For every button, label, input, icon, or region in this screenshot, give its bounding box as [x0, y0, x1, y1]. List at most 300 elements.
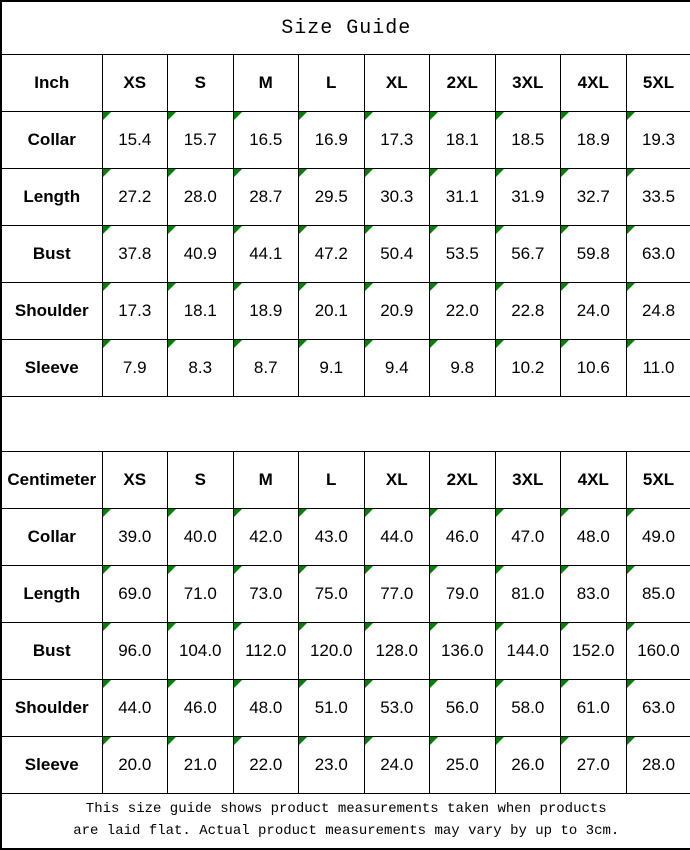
measurement-value-cell	[364, 566, 430, 623]
cell-corner-marker-icon	[496, 112, 504, 120]
cell-corner-marker-icon	[365, 509, 373, 517]
cell-corner-marker-icon	[168, 340, 176, 348]
measurement-label-text: Length	[23, 187, 81, 206]
measurement-value-cell-text: 28.7	[249, 187, 283, 206]
measurement-value-cell-text: 81.0	[511, 584, 545, 603]
size-header-cell	[561, 452, 627, 509]
measurement-value-cell	[102, 737, 168, 794]
measurement-value-cell	[233, 623, 299, 680]
unit-label-text: Inch	[34, 73, 70, 92]
measurement-value-cell	[233, 169, 299, 226]
cell-corner-marker-icon	[168, 623, 176, 631]
measurement-value-cell	[168, 737, 234, 794]
measurement-value-cell-text: 48.0	[249, 698, 283, 717]
cell-corner-marker-icon	[496, 283, 504, 291]
size-header-cell-text: M	[258, 73, 273, 92]
measurement-value-cell	[299, 566, 365, 623]
cell-corner-marker-icon	[496, 623, 504, 631]
measurement-value-cell	[430, 737, 496, 794]
measurement-value-cell	[364, 112, 430, 169]
size-header-cell-text: XL	[385, 73, 408, 92]
cell-corner-marker-icon	[299, 737, 307, 745]
measurement-value-cell	[626, 226, 690, 283]
measurement-value-cell-text: 20.9	[380, 301, 414, 320]
measurement-value-cell	[364, 509, 430, 566]
measurement-value-cell-text: 18.1	[183, 301, 217, 320]
cell-corner-marker-icon	[430, 112, 438, 120]
measurement-value-cell	[561, 566, 627, 623]
cell-corner-marker-icon	[561, 680, 569, 688]
measurement-value-cell	[430, 283, 496, 340]
measurement-value-cell	[102, 169, 168, 226]
measurement-value-cell	[430, 566, 496, 623]
size-header-cell-text: 5XL	[642, 470, 675, 489]
cell-corner-marker-icon	[627, 112, 635, 120]
cell-corner-marker-icon	[430, 509, 438, 517]
size-header-cell-text: L	[326, 470, 337, 489]
measurement-value-cell-text: 39.0	[118, 527, 152, 546]
cell-corner-marker-icon	[365, 340, 373, 348]
measurement-value-cell-text: 16.9	[314, 130, 348, 149]
measurement-label-text: Length	[23, 584, 81, 603]
cell-corner-marker-icon	[430, 737, 438, 745]
measurement-value-cell-text: 26.0	[511, 755, 545, 774]
measurement-label	[1, 226, 102, 283]
cell-corner-marker-icon	[103, 566, 111, 574]
measurement-value-cell	[102, 509, 168, 566]
measurement-value-cell	[102, 623, 168, 680]
size-header-cell	[430, 55, 496, 112]
measurement-value-cell	[626, 680, 690, 737]
cell-corner-marker-icon	[496, 737, 504, 745]
cell-corner-marker-icon	[299, 680, 307, 688]
cell-corner-marker-icon	[627, 283, 635, 291]
measurement-value-cell-text: 32.7	[576, 187, 610, 206]
measurement-label	[1, 340, 102, 397]
cell-corner-marker-icon	[430, 340, 438, 348]
measurement-value-cell	[561, 737, 627, 794]
size-header-cell	[495, 55, 561, 112]
size-header-cell-text: 2XL	[446, 470, 478, 489]
measurement-value-cell-text: 8.7	[253, 358, 278, 377]
measurement-value-cell	[102, 340, 168, 397]
measurement-value-cell-text: 22.0	[445, 301, 479, 320]
size-header-cell-text: 2XL	[446, 73, 478, 92]
measurement-value-cell	[364, 737, 430, 794]
measurement-value-cell	[561, 623, 627, 680]
measurement-value-cell	[430, 680, 496, 737]
measurement-label	[1, 169, 102, 226]
spacer-cell	[1, 397, 690, 452]
cell-corner-marker-icon	[103, 340, 111, 348]
spacer-row	[1, 397, 690, 452]
measurement-value-cell-text: 46.0	[183, 698, 217, 717]
size-header-cell	[430, 452, 496, 509]
measurement-value-cell-text: 8.3	[188, 358, 213, 377]
size-header-cell	[233, 452, 299, 509]
measurement-value-cell-text: 42.0	[249, 527, 283, 546]
measurement-value-cell-text: 56.7	[511, 244, 545, 263]
measurement-value-cell	[299, 509, 365, 566]
cell-corner-marker-icon	[103, 509, 111, 517]
measurement-label-text: Collar	[27, 130, 76, 149]
measurement-value-cell	[102, 566, 168, 623]
measurement-value-cell-text: 25.0	[445, 755, 479, 774]
cell-corner-marker-icon	[103, 169, 111, 177]
measurement-label	[1, 623, 102, 680]
cell-corner-marker-icon	[103, 283, 111, 291]
cell-corner-marker-icon	[103, 623, 111, 631]
measurement-value-cell-text: 44.0	[380, 527, 414, 546]
cell-corner-marker-icon	[299, 623, 307, 631]
measurement-value-cell-text: 56.0	[445, 698, 479, 717]
measurement-label-text: Sleeve	[24, 358, 79, 377]
measurement-value-cell-text: 18.1	[445, 130, 479, 149]
measurement-label-text: Shoulder	[14, 301, 89, 320]
measurement-value-cell-text: 44.1	[249, 244, 283, 263]
measurement-value-cell	[233, 340, 299, 397]
footer-note-cell	[1, 794, 690, 850]
measurement-value-cell	[626, 737, 690, 794]
measurement-value-cell	[102, 112, 168, 169]
cell-corner-marker-icon	[103, 737, 111, 745]
cell-corner-marker-icon	[561, 226, 569, 234]
measurement-value-cell-text: 160.0	[637, 641, 680, 660]
cell-corner-marker-icon	[299, 226, 307, 234]
cell-corner-marker-icon	[168, 737, 176, 745]
size-header-cell	[233, 55, 299, 112]
measurement-value-cell	[626, 566, 690, 623]
measurement-value-cell	[561, 112, 627, 169]
cell-corner-marker-icon	[234, 226, 242, 234]
measurement-value-cell-text: 79.0	[445, 584, 479, 603]
cell-corner-marker-icon	[234, 283, 242, 291]
measurement-value-cell	[299, 169, 365, 226]
cell-corner-marker-icon	[365, 737, 373, 745]
measurement-value-cell	[626, 169, 690, 226]
cell-corner-marker-icon	[365, 169, 373, 177]
cell-corner-marker-icon	[234, 623, 242, 631]
measurement-row	[1, 509, 690, 566]
cell-corner-marker-icon	[430, 283, 438, 291]
cell-corner-marker-icon	[627, 623, 635, 631]
measurement-value-cell	[495, 680, 561, 737]
measurement-value-cell	[561, 680, 627, 737]
measurement-value-cell-text: 120.0	[309, 641, 353, 660]
footer-note-line-2: are laid flat. Actual product measurements may vary by up to 3cm.	[73, 823, 620, 839]
measurement-row	[1, 623, 690, 680]
measurement-value-cell-text: 27.0	[576, 755, 610, 774]
measurement-value-cell	[168, 566, 234, 623]
measurement-value-cell-text: 23.0	[314, 755, 348, 774]
measurement-value-cell-text: 15.7	[183, 130, 217, 149]
measurement-value-cell	[299, 623, 365, 680]
measurement-value-cell-text: 18.5	[511, 130, 545, 149]
measurement-value-cell-text: 21.0	[183, 755, 217, 774]
measurement-row	[1, 566, 690, 623]
measurement-value-cell-text: 71.0	[183, 584, 217, 603]
measurement-value-cell	[168, 623, 234, 680]
cell-corner-marker-icon	[561, 340, 569, 348]
cell-corner-marker-icon	[561, 509, 569, 517]
measurement-value-cell-text: 144.0	[506, 641, 550, 660]
cell-corner-marker-icon	[168, 566, 176, 574]
measurement-value-cell	[495, 737, 561, 794]
measurement-value-cell-text: 85.0	[641, 584, 676, 603]
measurement-value-cell	[430, 226, 496, 283]
size-header-cell-text: L	[326, 73, 337, 92]
measurement-value-cell-text: 9.4	[384, 358, 409, 377]
measurement-value-cell-text: 17.3	[380, 130, 414, 149]
cell-corner-marker-icon	[627, 509, 635, 517]
measurement-value-cell-text: 61.0	[576, 698, 610, 717]
measurement-value-cell-text: 31.1	[445, 187, 479, 206]
measurement-value-cell	[364, 340, 430, 397]
measurement-value-cell	[430, 340, 496, 397]
cell-corner-marker-icon	[168, 680, 176, 688]
measurement-row	[1, 283, 690, 340]
cell-corner-marker-icon	[561, 566, 569, 574]
measurement-value-cell-text: 18.9	[576, 130, 610, 149]
measurement-value-cell	[102, 226, 168, 283]
measurement-value-cell-text: 43.0	[314, 527, 348, 546]
measurement-value-cell	[168, 340, 234, 397]
size-header-cell-text: XS	[123, 73, 147, 92]
cell-corner-marker-icon	[496, 226, 504, 234]
measurement-value-cell-text: 22.8	[511, 301, 545, 320]
measurement-value-cell-text: 96.0	[118, 641, 152, 660]
measurement-value-cell	[626, 112, 690, 169]
title-row	[1, 1, 690, 55]
measurement-value-cell	[626, 283, 690, 340]
measurement-label-text: Shoulder	[14, 698, 89, 717]
measurement-value-cell	[233, 680, 299, 737]
measurement-label	[1, 680, 102, 737]
measurement-row	[1, 169, 690, 226]
measurement-value-cell	[364, 169, 430, 226]
measurement-value-cell	[430, 112, 496, 169]
size-header-cell-text: 4XL	[577, 73, 609, 92]
measurement-value-cell	[495, 169, 561, 226]
measurement-value-cell-text: 83.0	[576, 584, 610, 603]
cell-corner-marker-icon	[430, 566, 438, 574]
measurement-value-cell	[561, 509, 627, 566]
measurement-value-cell	[233, 737, 299, 794]
size-header-cell	[364, 55, 430, 112]
measurement-value-cell-text: 152.0	[571, 641, 615, 660]
size-header-cell	[299, 452, 365, 509]
measurement-value-cell-text: 53.5	[445, 244, 479, 263]
cell-corner-marker-icon	[365, 283, 373, 291]
measurement-value-cell-text: 24.0	[576, 301, 610, 320]
cell-corner-marker-icon	[365, 623, 373, 631]
size-header-cell	[626, 55, 690, 112]
cell-corner-marker-icon	[365, 226, 373, 234]
measurement-value-cell-text: 9.1	[319, 358, 344, 377]
cell-corner-marker-icon	[430, 623, 438, 631]
measurement-value-cell	[168, 112, 234, 169]
size-header-cell	[168, 55, 234, 112]
measurement-label-text: Bust	[32, 641, 71, 660]
cell-corner-marker-icon	[168, 226, 176, 234]
measurement-value-cell	[102, 680, 168, 737]
measurement-value-cell-text: 16.5	[249, 130, 283, 149]
cell-corner-marker-icon	[430, 680, 438, 688]
measurement-value-cell	[299, 680, 365, 737]
cell-corner-marker-icon	[627, 340, 635, 348]
measurement-value-cell-text: 51.0	[314, 698, 348, 717]
measurement-value-cell	[233, 112, 299, 169]
size-header-cell-text: S	[194, 470, 206, 489]
measurement-value-cell	[561, 340, 627, 397]
size-header-cell-text: 3XL	[512, 73, 544, 92]
measurement-value-cell-text: 46.0	[445, 527, 479, 546]
cell-corner-marker-icon	[234, 169, 242, 177]
measurement-value-cell-text: 15.4	[118, 130, 152, 149]
cell-corner-marker-icon	[234, 737, 242, 745]
cell-corner-marker-icon	[561, 623, 569, 631]
measurement-value-cell	[495, 112, 561, 169]
cell-corner-marker-icon	[103, 680, 111, 688]
size-header-cell-text: XL	[385, 470, 408, 489]
measurement-value-cell-text: 104.0	[178, 641, 222, 660]
measurement-row	[1, 226, 690, 283]
cell-corner-marker-icon	[561, 169, 569, 177]
measurement-value-cell	[561, 226, 627, 283]
measurement-value-cell	[233, 566, 299, 623]
cell-corner-marker-icon	[168, 112, 176, 120]
measurement-value-cell	[233, 226, 299, 283]
size-header-cell-text: 4XL	[577, 470, 609, 489]
measurement-value-cell-text: 136.0	[440, 641, 484, 660]
measurement-value-cell	[299, 737, 365, 794]
size-header-cell	[561, 55, 627, 112]
cell-corner-marker-icon	[561, 283, 569, 291]
cell-corner-marker-icon	[561, 112, 569, 120]
measurement-value-cell	[233, 509, 299, 566]
cell-corner-marker-icon	[299, 112, 307, 120]
cell-corner-marker-icon	[103, 112, 111, 120]
measurement-value-cell-text: 28.0	[641, 755, 676, 774]
size-header-row-inch	[1, 55, 690, 112]
footer-note-line-1: This size guide shows product measurements taken when products	[85, 801, 607, 818]
measurement-value-cell	[299, 283, 365, 340]
unit-label-text: Centimeter	[7, 470, 97, 489]
measurement-value-cell-text: 22.0	[249, 755, 283, 774]
measurement-value-cell-text: 47.2	[314, 244, 348, 263]
unit-label	[1, 452, 102, 509]
measurement-value-cell	[495, 623, 561, 680]
size-header-cell	[102, 452, 168, 509]
measurement-label	[1, 283, 102, 340]
measurement-label-text: Bust	[32, 244, 71, 263]
size-header-cell-text: 5XL	[642, 73, 675, 92]
measurement-value-cell-text: 28.0	[183, 187, 217, 206]
measurement-value-cell-text: 48.0	[576, 527, 610, 546]
cell-corner-marker-icon	[168, 283, 176, 291]
measurement-value-cell-text: 17.3	[118, 301, 152, 320]
measurement-value-cell	[626, 623, 690, 680]
measurement-label	[1, 737, 102, 794]
measurement-value-cell-text: 77.0	[380, 584, 414, 603]
measurement-value-cell	[495, 226, 561, 283]
cell-corner-marker-icon	[299, 283, 307, 291]
measurement-value-cell-text: 59.8	[576, 244, 610, 263]
measurement-value-cell-text: 63.0	[641, 244, 676, 263]
measurement-value-cell	[626, 509, 690, 566]
size-header-cell	[299, 55, 365, 112]
cell-corner-marker-icon	[299, 509, 307, 517]
cell-corner-marker-icon	[299, 169, 307, 177]
cell-corner-marker-icon	[430, 169, 438, 177]
measurement-value-cell	[299, 112, 365, 169]
size-header-cell-text: 3XL	[512, 470, 544, 489]
measurement-value-cell	[364, 283, 430, 340]
cell-corner-marker-icon	[496, 509, 504, 517]
measurement-value-cell	[299, 226, 365, 283]
size-header-cell-text: M	[258, 470, 273, 489]
measurement-value-cell	[233, 283, 299, 340]
measurement-value-cell-text: 40.0	[183, 527, 217, 546]
cell-corner-marker-icon	[299, 566, 307, 574]
measurement-label	[1, 509, 102, 566]
measurement-value-cell-text: 75.0	[314, 584, 348, 603]
measurement-value-cell	[626, 340, 690, 397]
measurement-row	[1, 680, 690, 737]
size-header-row-centimeter	[1, 452, 690, 509]
cell-corner-marker-icon	[103, 226, 111, 234]
measurement-value-cell	[364, 226, 430, 283]
measurement-row	[1, 340, 690, 397]
page-title-text: Size Guide	[281, 16, 412, 40]
measurement-value-cell	[168, 283, 234, 340]
measurement-value-cell-text: 27.2	[118, 187, 152, 206]
measurement-value-cell-text: 30.3	[380, 187, 414, 206]
measurement-value-cell-text: 19.3	[641, 130, 676, 149]
cell-corner-marker-icon	[496, 169, 504, 177]
measurement-row	[1, 112, 690, 169]
cell-corner-marker-icon	[234, 509, 242, 517]
measurement-value-cell	[168, 680, 234, 737]
measurement-value-cell-text: 18.9	[249, 301, 283, 320]
measurement-value-cell	[561, 283, 627, 340]
measurement-value-cell-text: 24.8	[641, 301, 676, 320]
size-header-cell	[495, 452, 561, 509]
cell-corner-marker-icon	[365, 566, 373, 574]
cell-corner-marker-icon	[365, 112, 373, 120]
measurement-value-cell	[561, 169, 627, 226]
measurement-value-cell-text: 63.0	[641, 698, 676, 717]
measurement-value-cell-text: 44.0	[118, 698, 152, 717]
measurement-value-cell-text: 112.0	[245, 641, 287, 660]
footer-note	[1, 794, 690, 850]
cell-corner-marker-icon	[234, 566, 242, 574]
measurement-value-cell	[102, 283, 168, 340]
measurement-value-cell-text: 50.4	[380, 244, 414, 263]
cell-corner-marker-icon	[627, 737, 635, 745]
size-header-cell	[168, 452, 234, 509]
cell-corner-marker-icon	[168, 169, 176, 177]
measurement-value-cell-text: 7.9	[122, 358, 147, 377]
measurement-value-cell-text: 20.0	[118, 755, 152, 774]
measurement-value-cell-text: 10.6	[576, 358, 610, 377]
measurement-value-cell-text: 58.0	[511, 698, 545, 717]
measurement-value-cell-text: 11.0	[642, 358, 675, 377]
measurement-label	[1, 112, 102, 169]
measurement-value-cell	[495, 509, 561, 566]
size-header-cell	[626, 452, 690, 509]
cell-corner-marker-icon	[627, 169, 635, 177]
